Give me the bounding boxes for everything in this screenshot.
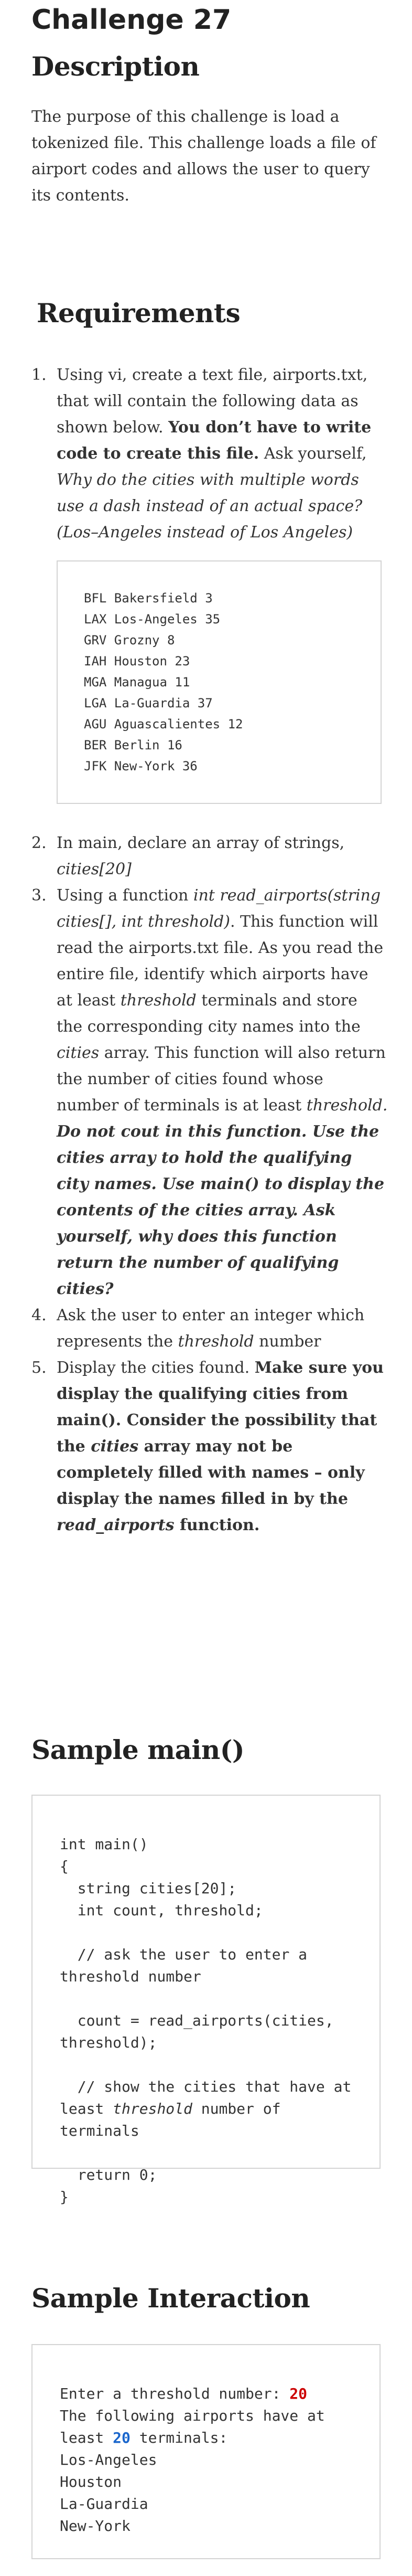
requirement-item-2 [31, 830, 388, 883]
item-number: 3. [31, 886, 47, 905]
sample-main-code [31, 1795, 381, 2206]
data-line: JFK New-York 36 [84, 759, 198, 773]
output-line: The following airports have at [60, 2407, 325, 2424]
code-line: { [60, 1858, 69, 1875]
item-italic-text: threshold. [306, 1096, 388, 1115]
item-italic-text: cities [57, 1044, 100, 1062]
description-text: The purpose of this challenge is load a tokenized file. This challenge loads a file of airport codes and allows the user to query its contents. [31, 108, 376, 205]
code-line [60, 2076, 361, 2142]
requirements-list [31, 362, 388, 1539]
item-text: Display the cities found. [57, 1359, 255, 1377]
item-text: terminals and store the corresponding city names into the [57, 991, 361, 1036]
output-text: terminals: [130, 2429, 228, 2446]
user-input-value: 20 [289, 2385, 308, 2402]
output-line [60, 2427, 352, 2449]
item-bold-text: Make sure you display the qualifying cities from main(). Consider the possibility that the [57, 1359, 384, 1456]
data-line: GRV Grozny 8 [84, 633, 175, 648]
code-line: return 0; [60, 2166, 157, 2183]
result-city: La-Guardia [60, 2495, 148, 2513]
data-line: LAX Los-Angeles 35 [84, 612, 221, 627]
item-bold-text: You don’t have to write code to create this file. [57, 418, 372, 463]
item-italic-text: threshold [178, 1332, 254, 1351]
item-italic-text: cities[20] [57, 860, 132, 878]
page-title: Challenge 27 [31, 4, 232, 36]
code-italic-text: threshold [113, 2100, 192, 2117]
item-bold-italic-text: Do not cout in this function. Use the cities array to hold the qualifying city names. Use main() to display the contents of the cities array. Ask yourself, why does this function return the number of qualifying cities? [57, 1122, 385, 1298]
result-city: Houston [60, 2473, 122, 2490]
result-city: New-York [60, 2517, 131, 2535]
item-text: Ask yourself, [259, 444, 367, 463]
sample-interaction-output [31, 2344, 381, 2559]
prompt-text: Enter a threshold number: [60, 2385, 290, 2402]
item-text: Using a function [57, 886, 193, 905]
code-text: // show the cities that have at least [60, 2078, 361, 2117]
code-line: // ask the user to enter a threshold number [60, 1946, 316, 1985]
item-number: 5. [31, 1359, 47, 1377]
code-line: int count, threshold; [60, 1902, 263, 1919]
output-text: least [60, 2429, 113, 2446]
output-line [60, 2383, 352, 2405]
item-italic-text: int read_airports(string cities[], int threshold) [57, 886, 381, 931]
requirements-heading: Requirements [37, 298, 241, 328]
requirement-item-5 [31, 1355, 388, 1539]
result-city: Los-Angeles [60, 2451, 157, 2468]
sample-interaction-heading: Sample Interaction [31, 2283, 310, 2314]
item-text: array. This function will also return the number of cities found whose number of terminals is at least [57, 1044, 386, 1115]
description-heading: Description [31, 51, 200, 82]
code-text: number of terminals [60, 2100, 290, 2139]
code-line: int main() [60, 1836, 148, 1853]
data-line: LGA La-Guardia 37 [84, 696, 213, 711]
data-line: BFL Bakersfield 3 [84, 591, 213, 606]
item-number: 2. [31, 834, 47, 852]
item-text: Using vi, create a text file, airports.txt, that will contain the following data as shown below. [57, 366, 368, 437]
requirement-item-4 [31, 1302, 388, 1355]
code-line: string cities[20]; [60, 1880, 237, 1897]
item-bold-text: array may not be completely filled with names – only display the names filled in by the [57, 1437, 365, 1508]
data-line: MGA Managua 11 [84, 675, 190, 690]
item-text: . This function will read the airports.txt file. As you read the entire file, identify which airports have at least [57, 913, 384, 1010]
code-line: } [60, 2188, 69, 2206]
sample-main-heading: Sample main() [31, 1734, 245, 1765]
data-line: AGU Aguascalientes 12 [84, 717, 243, 732]
item-number: 1. [31, 366, 47, 384]
item-italic-text: threshold [120, 991, 197, 1010]
item-bold-italic-text: cities [91, 1437, 139, 1456]
requirement-item-3 [31, 883, 388, 1302]
item-italic-text: Why do the cities with multiple words use a dash instead of an actual space? (Los–Angeles instead of Los Angeles) [57, 471, 363, 542]
code-line: count = read_airports(cities, threshold); [60, 2012, 343, 2051]
data-line: BER Berlin 16 [84, 738, 182, 752]
requirement-item-1 [31, 362, 388, 804]
data-line: IAH Houston 23 [84, 654, 190, 669]
item-text: In main, declare an array of strings, [57, 834, 345, 852]
threshold-value: 20 [113, 2429, 131, 2446]
airports-data-box [57, 560, 382, 804]
item-bold-italic-text: read_airports [57, 1516, 175, 1534]
item-number: 4. [31, 1306, 47, 1324]
item-text: Ask the user to enter an integer which represents the [57, 1306, 365, 1351]
item-bold-text: function. [174, 1516, 260, 1534]
item-text: number [254, 1332, 321, 1351]
